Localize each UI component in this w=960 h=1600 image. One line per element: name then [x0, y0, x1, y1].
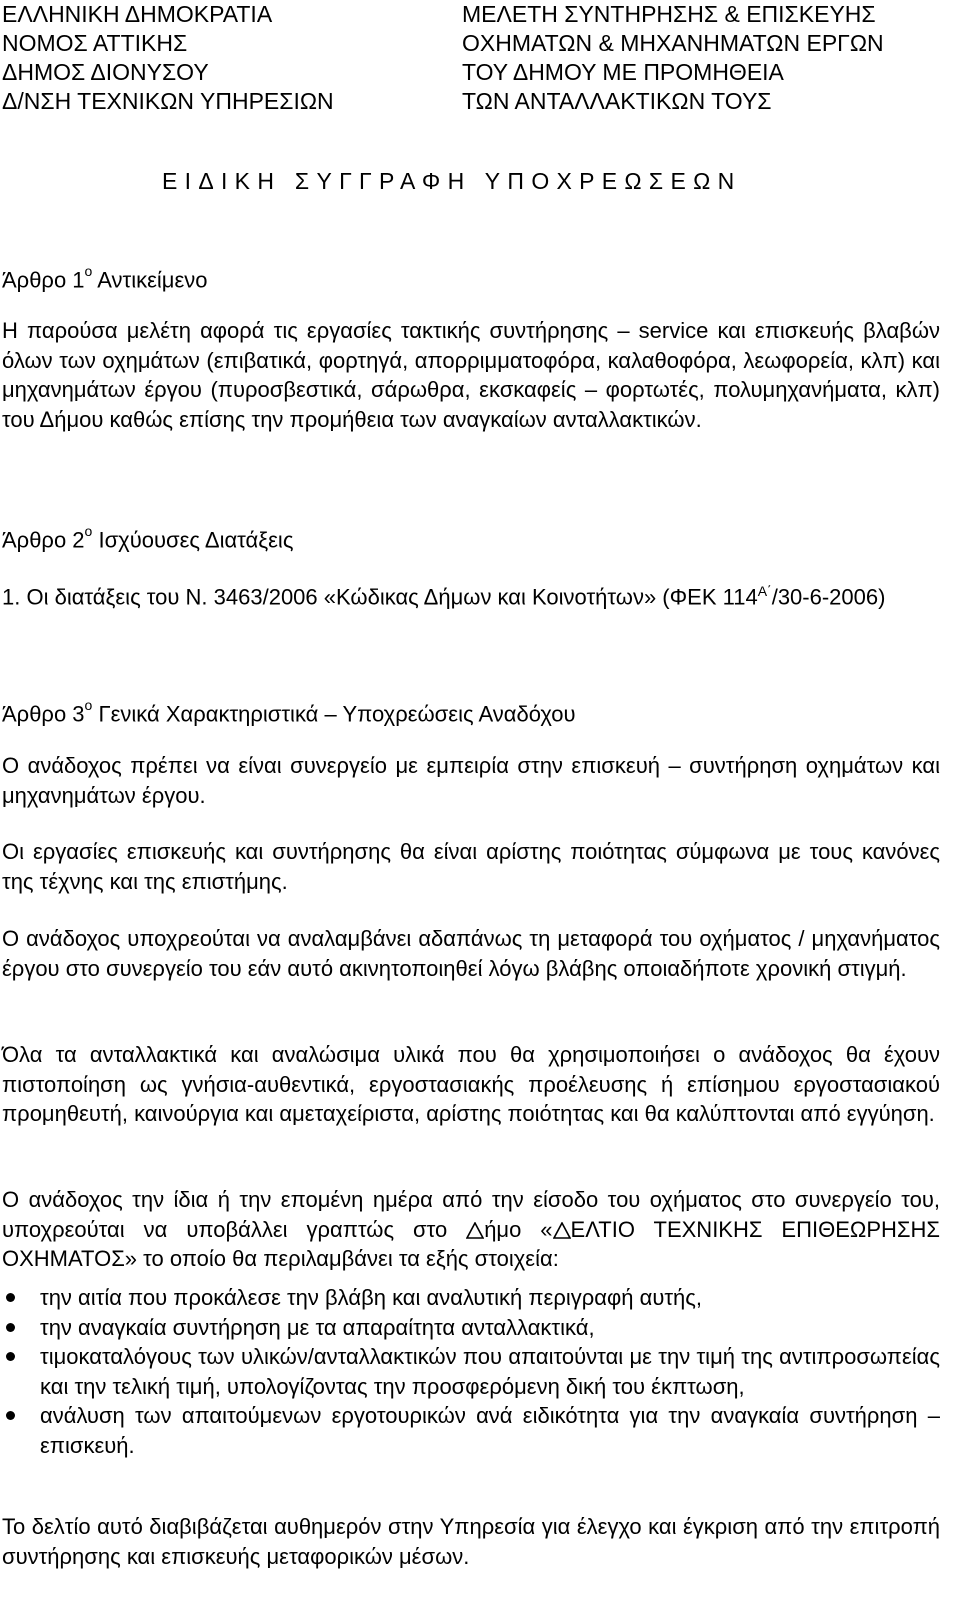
- article-3-paragraph-6: Το δελτίο αυτό διαβιβάζεται αυθημερόν στην Υπηρεσία για έλεγχο και έγκριση από την επιτροπή συντήρησης και επισκευής μεταφορικών μέσων.: [2, 1514, 940, 1569]
- list-item: [2, 1283, 940, 1313]
- article-2-body-end: /30-6-2006): [771, 584, 886, 610]
- fek-sup: Α΄: [757, 583, 772, 599]
- article-1-name: Αντικείμενο: [92, 267, 208, 293]
- header-right-line: ΤΟΥ ΔΗΜΟΥ ΜΕ ΠΡΟΜΗΘΕΙΑ: [462, 59, 784, 85]
- article-2-name: Ισχύουσες Διατάξεις: [92, 527, 294, 553]
- list-item-text: την αναγκαία συντήρηση με τα απαραίτητα ανταλλακτικά,: [40, 1314, 595, 1340]
- article-2-body-main: 1. Οι διατάξεις του Ν. 3463/2006 «Κώδικας Δήμων και Κοινοτήτων» (ΦΕΚ 114: [2, 584, 758, 610]
- bullet-icon: [6, 1411, 15, 1420]
- list-item-text: ανάλυση των απαιτούμενων εργοτουρικών ανά ειδικότητα για την αναγκαία συντήρηση – επισκευή.: [40, 1403, 940, 1458]
- article-2-body: [2, 577, 940, 612]
- ordinal-sup: ο: [84, 523, 93, 539]
- document-title: ΕΙΔΙΚΗ ΣΥΓΓΡΑΦΗ ΥΠΟΧΡΕΩΣΕΩΝ: [162, 168, 742, 194]
- list-item-text: την αιτία που προκάλεσε την βλάβη και αναλυτική περιγραφή αυτής,: [40, 1285, 703, 1310]
- header-left-line: ΕΛΛΗΝΙΚΗ ΔΗΜΟΚΡΑΤΙΑ: [2, 1, 273, 27]
- ordinal-sup: ο: [84, 697, 93, 713]
- header-left-line: ΔΗΜΟΣ ΔΙΟΝΥΣΟΥ: [2, 59, 209, 85]
- article-1-body: Η παρούσα μελέτη αφορά τις εργασίες τακτικής συντήρησης – service και επισκευής βλαβών όλων των οχημάτων (επιβατικά, φορτηγά, απορριμματοφόρα, καλαθοφόρα, λεωφορεία, κλπ) και μηχανημάτων έργου (πυροσβεστικά, σάρωθρα, εκσκαφείς – φορτωτές, πολυμηχανήματα, κλπ) του Δήμου καθώς επίσης την προμήθεια των αναγκαίων ανταλλακτικών.: [2, 318, 940, 432]
- p5-part-c: ΕΛΤΙΟ ΤΕΧΝΙΚΗΣ ΕΠΙΘΕΩΡΗΣΗΣ ΟΧΗΜΑΤΟΣ» το οποίο θα περιλαμβάνει τα εξής στοιχεία:: [2, 1216, 940, 1271]
- bullet-list: [2, 1283, 940, 1460]
- list-item: [2, 1313, 940, 1343]
- delta-glyph: [466, 1217, 484, 1234]
- ordinal-sup: ο: [84, 263, 93, 279]
- header-left: [2, 0, 334, 116]
- article-3-name: Γενικά Χαρακτηριστικά – Υποχρεώσεις Αναδόχου: [92, 701, 576, 727]
- header-right-line: ΟΧΗΜΑΤΩΝ & ΜΗΧΑΝΗΜΑΤΩΝ ΕΡΓΩΝ: [462, 30, 884, 56]
- list-item: [2, 1401, 940, 1460]
- list-item-text: τιμοκαταλόγους των υλικών/ανταλλακτικών που απαιτούνται με την τιμή της αντιπροσωπείας και την τελική τιμή, υπολογίζοντας την προσφερόμενη δική του έκπτωση,: [40, 1344, 940, 1399]
- header-right-line: ΤΩΝ ΑΝΤΑΛΛΑΚΤΙΚΩΝ ΤΟΥΣ: [462, 88, 772, 114]
- header-right: [462, 0, 884, 116]
- header-right-line: ΜΕΛΕΤΗ ΣΥΝΤΗΡΗΣΗΣ & ΕΠΙΣΚΕΥΗΣ: [462, 1, 876, 27]
- bullet-icon: [6, 1293, 15, 1302]
- list-item: [2, 1342, 940, 1401]
- article-1-prefix: Άρθρο 1: [2, 267, 85, 293]
- header-left-line: Δ/ΝΣΗ ΤΕΧΝΙΚΩΝ ΥΠΗΡΕΣΙΩΝ: [2, 88, 334, 114]
- article-2-prefix: Άρθρο 2: [2, 527, 85, 553]
- bullet-icon: [6, 1323, 15, 1332]
- article-2-heading: [2, 520, 293, 554]
- article-3-paragraph-5: [2, 1185, 940, 1274]
- header-left-line: ΝΟΜΟΣ ΑΤΤΙΚΗΣ: [2, 30, 188, 56]
- article-3-paragraph-1: Ο ανάδοχος πρέπει να είναι συνεργείο με εμπειρία στην επισκευή – συντήρηση οχημάτων και μηχανημάτων έργου.: [2, 753, 940, 808]
- article-3-paragraph-3: Ο ανάδοχος υποχρεούται να αναλαμβάνει αδαπάνως τη μεταφορά του οχήματος / μηχανήματος έργου στο συνεργείο του εάν αυτό ακινητοποιηθεί λόγω βλάβης οποιαδήποτε χρονική στιγμή.: [2, 926, 940, 981]
- bullet-icon: [6, 1352, 15, 1361]
- article-3-paragraph-4: Όλα τα ανταλλακτικά και αναλώσιμα υλικά που θα χρησιμοποιήσει ο ανάδοχος θα έχουν πιστοποίηση ως γνήσια-αυθεντικά, εργοστασιακής προέλευσης ή επίσημου εργοστασιακού προμηθευτή, καινούργια και αμεταχείριστα, αρίστης ποιότητας και θα καλύπτονται από εγγύηση.: [2, 1042, 940, 1126]
- p5-part-b: ήμο «: [484, 1216, 553, 1242]
- article-3-prefix: Άρθρο 3: [2, 701, 85, 727]
- article-3-heading: [2, 694, 576, 728]
- p5-part-a: Ο ανάδοχος την ίδια ή την επομένη ημέρα από την είσοδο του οχήματος στο συνεργείο του, υποχρεούται να υποβάλλει γραπτώς στο: [2, 1187, 940, 1242]
- article-3-paragraph-2: Οι εργασίες επισκευής και συντήρησης θα είναι αρίστης ποιότητας σύμφωνα με τους κανόνες της τέχνης και της επιστήμης.: [2, 839, 940, 894]
- article-1-heading: [2, 260, 208, 294]
- delta-glyph: [553, 1217, 571, 1234]
